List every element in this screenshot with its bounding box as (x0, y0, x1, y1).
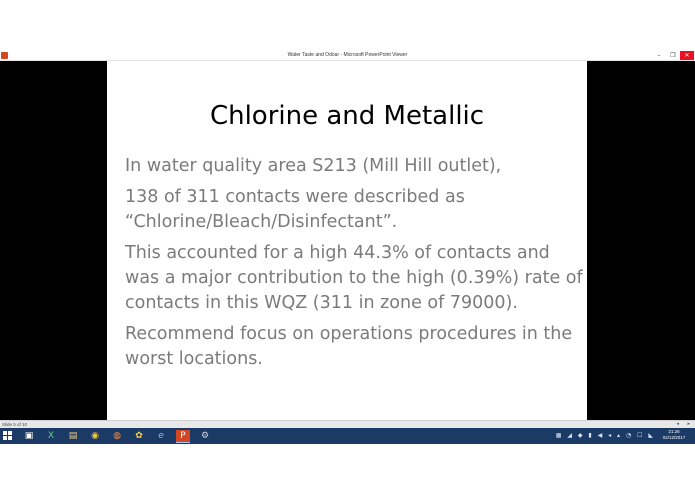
file-explorer-icon[interactable]: ▤ (68, 431, 78, 441)
slide-paragraph: Recommend focus on operations procedures in the worst locations. (125, 324, 573, 369)
slide-canvas[interactable] (107, 61, 587, 420)
clock-time: 21:26 (668, 429, 680, 434)
chrome-icon[interactable]: ◉ (91, 431, 99, 441)
next-slide-icon[interactable]: ▸ (687, 421, 690, 427)
close-button[interactable]: ✕ (680, 51, 694, 60)
excel-icon[interactable]: X (47, 431, 55, 441)
messenger-icon[interactable]: ✿ (135, 431, 143, 441)
internet-explorer-icon[interactable]: e (158, 431, 164, 441)
viewer-statusbar (0, 420, 695, 428)
windows-taskbar (0, 428, 695, 444)
firefox-icon[interactable]: ◍ (113, 431, 121, 441)
minimize-button[interactable]: – (657, 52, 661, 59)
slide-paragraph: In water quality area S213 (Mill Hill outlet), (125, 156, 502, 176)
windows-store-icon[interactable]: ▣ (24, 431, 34, 441)
slide-paragraph: 138 of 311 contacts were described as “Chlorine/Bleach/Disinfectant”. (125, 187, 465, 232)
maximize-button[interactable]: ❐ (670, 52, 676, 59)
start-button[interactable] (3, 431, 13, 441)
slide-body (125, 154, 583, 378)
slide-viewer[interactable] (0, 61, 695, 420)
window-titlebar (0, 51, 695, 61)
powerpoint-viewer-icon[interactable]: P (176, 430, 190, 443)
clock[interactable] (657, 429, 691, 441)
window-title: Water Taste and Odour - Microsoft PowerPoint Viewer (287, 52, 408, 58)
slide-counter: Slide 5 of 10 (2, 422, 28, 427)
system-tray[interactable]: ▦ ◢ ◆ ▮ ◀ ◂ ▴ ◔ ☐ ◣ (555, 432, 655, 439)
slide-title: Chlorine and Metallic (209, 101, 485, 131)
previous-slide-icon[interactable]: ◂ (676, 421, 679, 427)
clock-date: 02/12/2017 (662, 435, 686, 440)
settings-icon[interactable]: ⚙ (200, 431, 210, 441)
slide-paragraph: This accounted for a high 44.3% of contacts and was a major contribution to the high (0.39%) rate of contacts in this WQZ (311 in zone of 79000). (125, 243, 583, 313)
